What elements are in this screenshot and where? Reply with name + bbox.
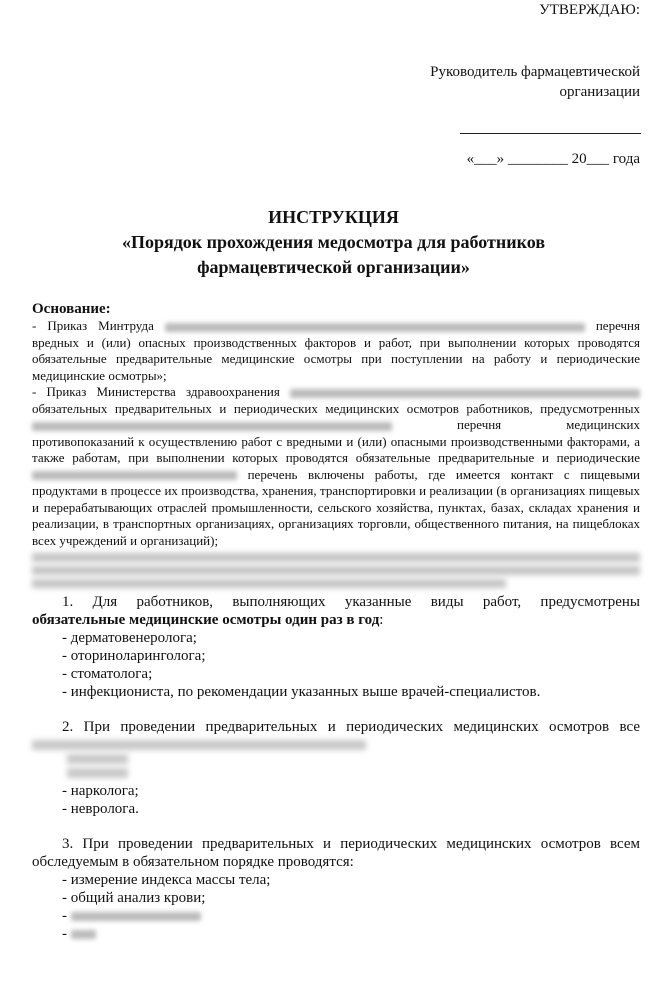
signature-line xyxy=(460,133,641,134)
item-1 xyxy=(32,593,640,701)
list-item: - измерение индекса массы тела; xyxy=(62,872,271,888)
basis-text: перечень включены работы, где имеется контакт с пищевыми xyxy=(247,466,641,482)
basis-text: перечня медицинских xyxy=(457,417,640,432)
item-text: : xyxy=(379,612,384,628)
item-text: 3. При проведении предварительных и периодических медицинских осмотров всем xyxy=(62,836,640,852)
basis-text: - Приказ Минтруда xyxy=(32,318,154,333)
redacted-line xyxy=(32,553,640,562)
basis-line: обязательных предварительных и периодических медицинских осмотров работников, предусмотренных xyxy=(32,400,640,416)
doc-title: ИНСТРУКЦИЯ xyxy=(268,207,399,227)
item-text: обследуемым в обязательном порядке проводятся: xyxy=(32,854,354,870)
basis-line xyxy=(32,467,640,484)
approval-label: УТВЕРЖДАЮ: xyxy=(539,2,640,18)
item-3 xyxy=(32,835,640,943)
redacted-text xyxy=(290,389,640,398)
redacted-line xyxy=(32,740,366,750)
doc-subtitle-2: фармацевтической организации» xyxy=(197,257,470,277)
item-emphasis: обязательные медицинские осмотры один раз в год xyxy=(32,612,380,628)
item-2 xyxy=(32,718,640,818)
basis-line: также работам, при выполнении которых проводятся обязательные предварительные и периодические xyxy=(32,450,640,465)
list-item: - оториноларинголога; xyxy=(62,648,206,664)
basis-line: противопоказаний к осуществлению работ с вредными и (или) опасными производственными факторами, а xyxy=(32,433,640,449)
redacted-line xyxy=(32,566,640,575)
basis-line: медицинские осмотры»; xyxy=(32,367,167,383)
item-text: 2. При проведении предварительных и периодических медицинских осмотров все xyxy=(62,719,640,735)
basis-line xyxy=(32,318,640,335)
basis-line: обязательные предварительные медицинские осмотры при поступлении на работу и периодические xyxy=(32,351,640,366)
basis-line: всех учреждений и организаций); xyxy=(32,532,219,548)
redacted-line xyxy=(67,768,128,778)
basis-text: - Приказ Министерства здравоохранения xyxy=(32,384,280,399)
list-item: - нарколога; xyxy=(62,783,139,799)
redacted-text xyxy=(32,471,237,480)
redacted-text xyxy=(71,912,201,921)
instruction-items xyxy=(32,593,640,960)
basis-line: реализации, в транспортных организациях, организациях торговли, общественного питания, на пищеблоках xyxy=(32,516,640,531)
doc-subtitle-1: «Порядок прохождения медосмотра для работников xyxy=(121,232,546,252)
list-item: - xyxy=(62,908,67,924)
basis-line: продуктами в процессе их производства, хранения, транспортировки и реализации (в организациях пищевых xyxy=(32,483,640,498)
basis-line xyxy=(32,384,640,401)
redacted-text xyxy=(32,422,392,431)
list-item: - невролога. xyxy=(62,801,139,817)
basis-line xyxy=(32,417,640,434)
basis-line: вредных и (или) опасных производственных факторов и работ, при выполнении которых проводятся xyxy=(32,334,640,350)
redacted-text xyxy=(165,323,585,332)
approver-position: Руководитель фармацевтической xyxy=(430,64,640,80)
basis-section xyxy=(32,300,640,592)
list-item: - xyxy=(62,926,67,942)
redacted-line xyxy=(67,754,128,764)
basis-heading: Основание: xyxy=(32,301,111,317)
list-item: - инфекциониста, по рекомендации указанных выше врачей-специалистов. xyxy=(62,684,541,700)
list-item: - стоматолога; xyxy=(62,666,153,682)
item-text: 1. Для работников, выполняющих указанные виды работ, предусмотрены xyxy=(62,594,640,610)
approval-date: «___» ________ 20___ года xyxy=(466,151,640,167)
basis-line: и перерабатывающих отраслей промышленности, сельского хозяйства, пунктах, базах, складах хранения и xyxy=(32,499,640,515)
basis-text: перечня xyxy=(595,318,640,333)
list-item: - дерматовенеролога; xyxy=(62,630,197,646)
approver-position-org: организации xyxy=(559,84,640,100)
redacted-line xyxy=(32,579,506,588)
redacted-text xyxy=(71,930,96,939)
list-item: - общий анализ крови; xyxy=(62,890,206,906)
